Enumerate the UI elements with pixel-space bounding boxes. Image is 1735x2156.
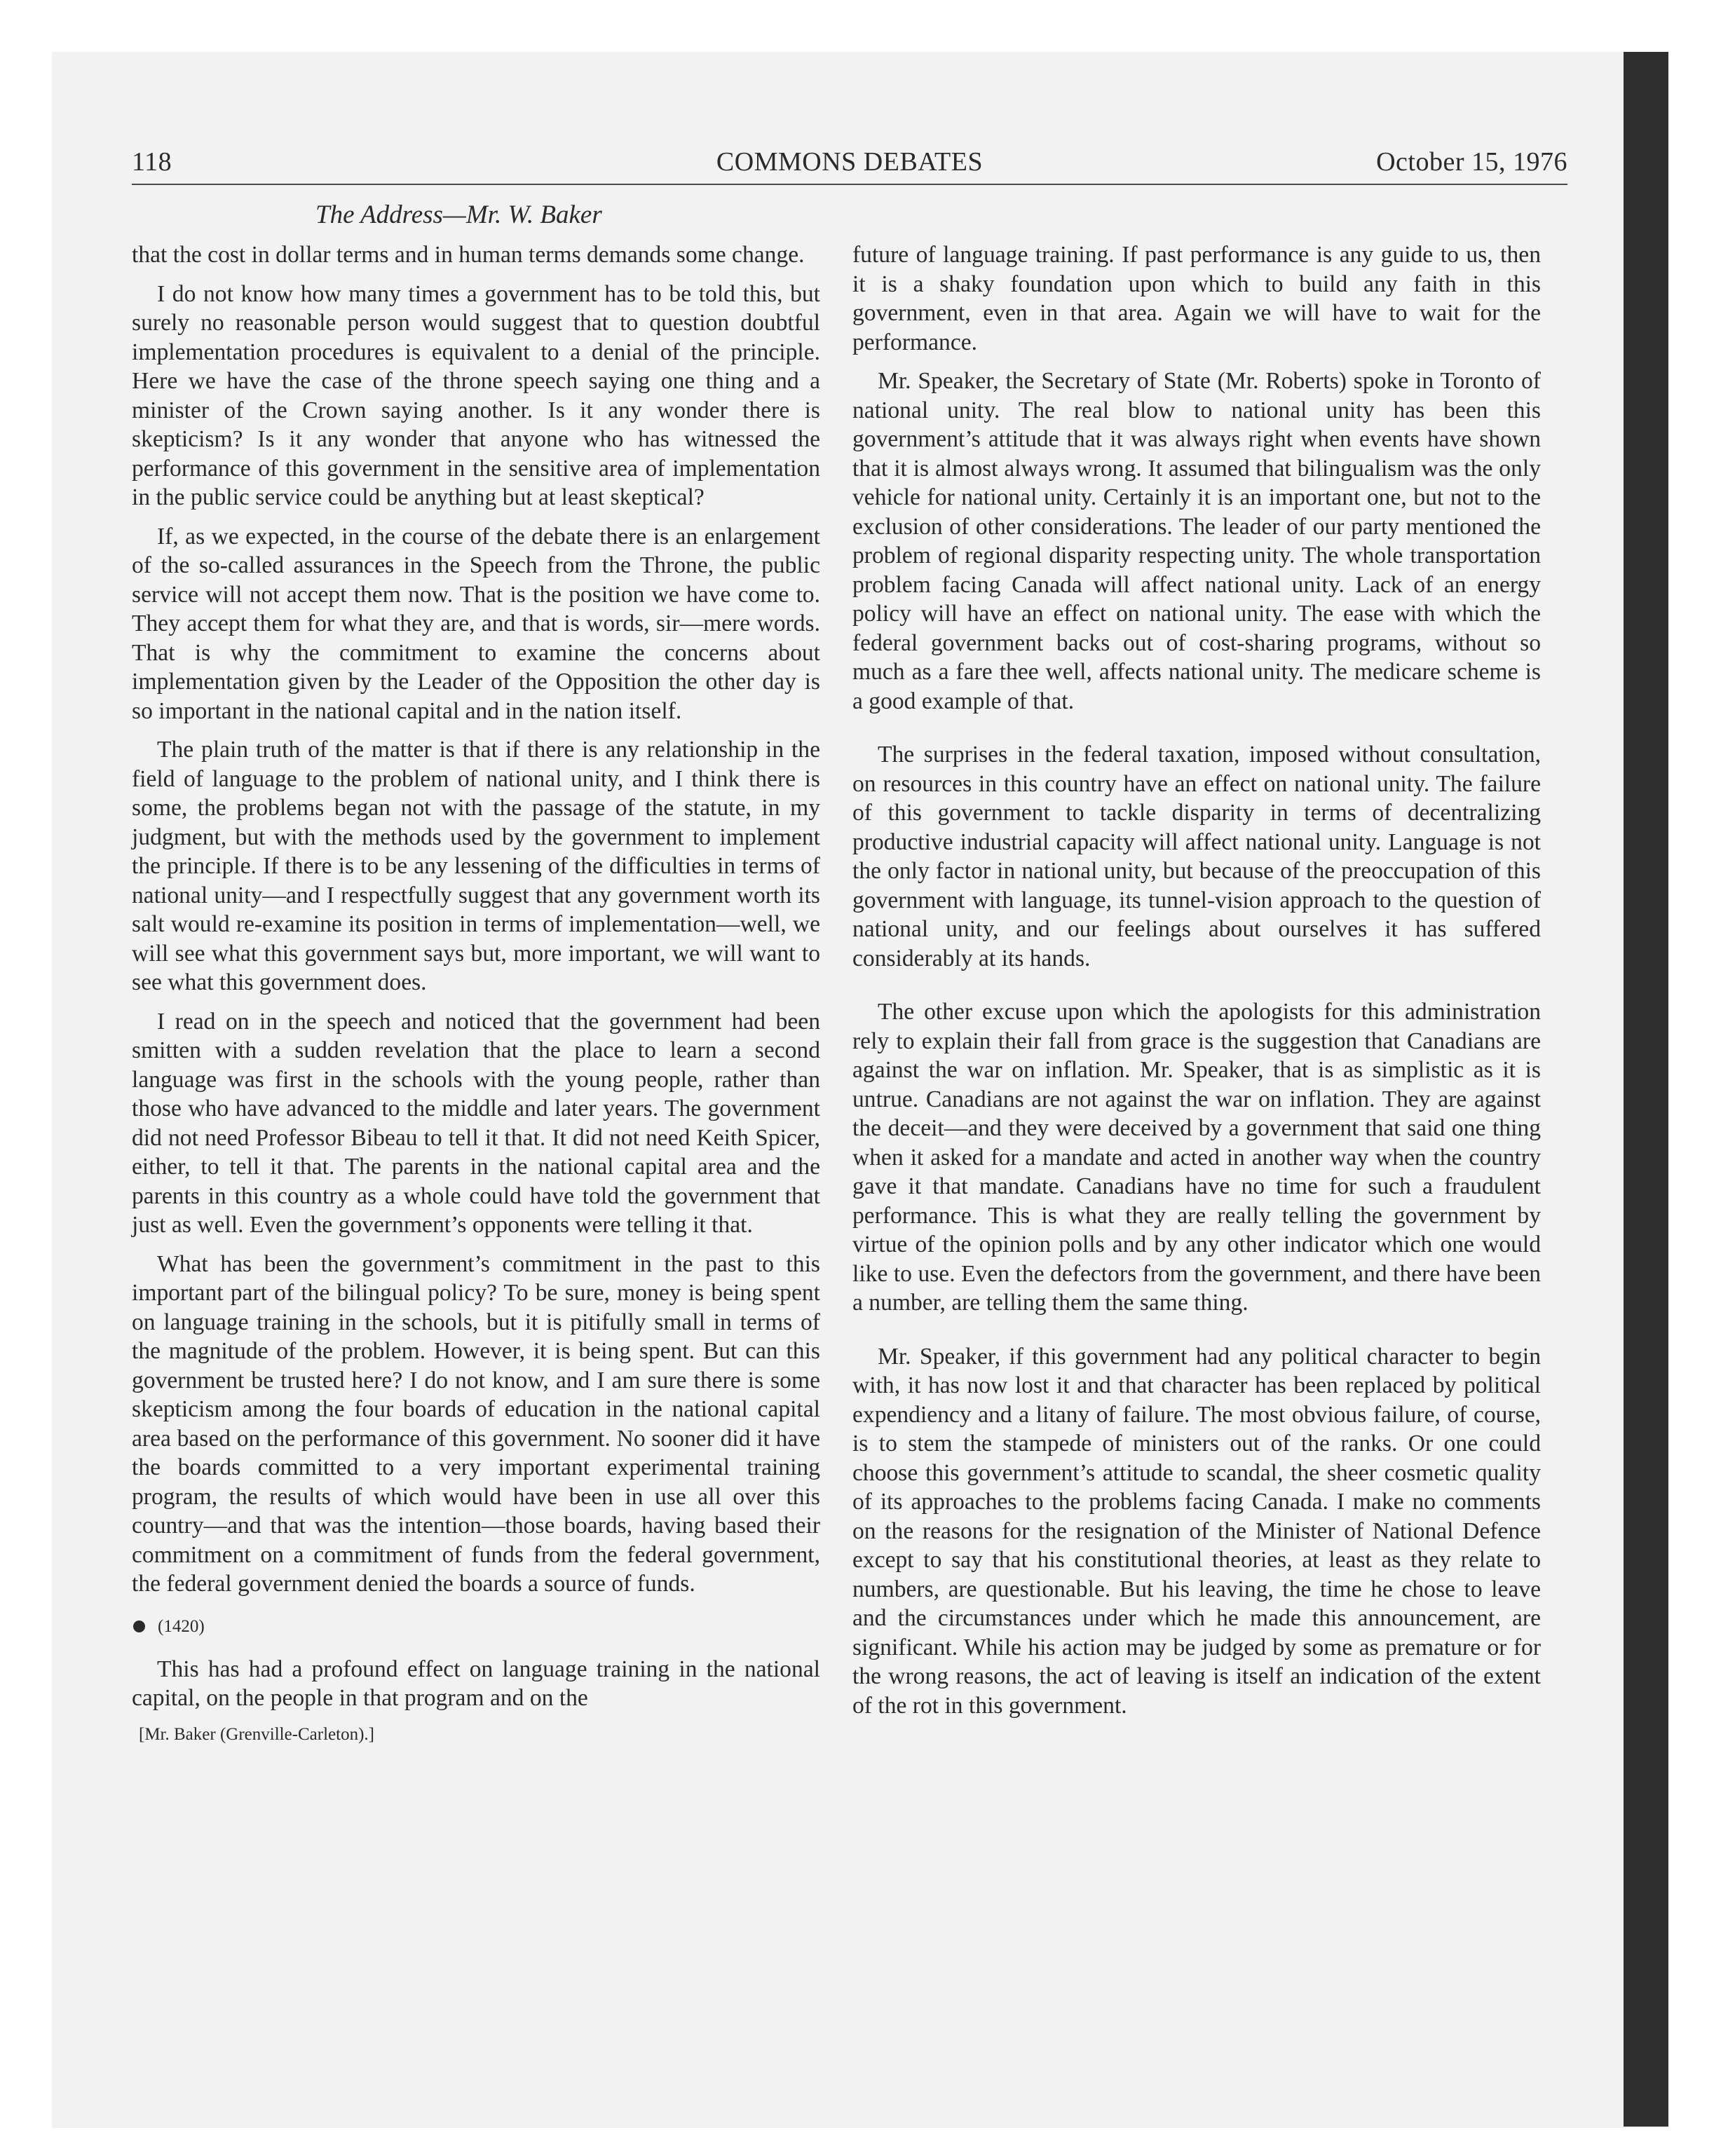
time-marker bbox=[132, 1614, 820, 1639]
paragraph: future of language training. If past performance is any guide to us, then it is a shaky foundation upon which to build any faith in this government, even in that area. Again we will have to wait for the performance. bbox=[852, 242, 1541, 355]
paragraph: Mr. Speaker, if this government had any political character to begin with, it has now lost it and that character has been replaced by political expendiency and a litany of failure. The most obvious failure, of course, is to stem the stampede of ministers out of the ranks. Or one could choose this government’s attitude to scandal, the sheer cosmetic quality of its approaches to the problems facing Canada. I make no comments on the reasons for the resignation of the Minister of National Defence except to say that his constitutional theories, at least as they relate to numbers, are questionable. But his leaving, the time he chose to leave and the circumstances under which he made this announcement, are significant. While his action may be judged by some as premature or for the wrong reasons, the act of leaving is itself an indication of the extent of the rot in this government. bbox=[852, 1343, 1541, 1719]
publication-date: October 15, 1976 bbox=[1376, 147, 1567, 177]
paragraph: The other excuse upon which the apologists for this administration rely to explain their fall from grace is the suggestion that Canadians are against the war on inflation. Mr. Speaker, that is as simplistic as it is untrue. Canadians are not against the war on inflation. They are against the deceit—and they were deceived by a government that said one thing when it asked for a mandate and acted in another way when the country gave it that mandate. Canadians have no time for such a fraudulent performance. This is what they are really telling the government by virtue of the opinion polls and by any other indicator which one would like to use. Even the defectors from the government, and there have been a number, are telling them the same thing. bbox=[852, 999, 1541, 1316]
paragraph: I read on in the speech and noticed that the government had been smitten with a sudden revelation that the place to learn a second language was first in the schools with the young people, rather than those who have advanced to the middle and later years. The government did not need Professor Bibeau to tell it that. It did not need Keith Spicer, either, to tell it that. The parents in the national capital area and the parents in this country as a whole could have told the government that just as well. Even the government’s opponents were telling it that. bbox=[132, 1008, 820, 1238]
right-column bbox=[852, 240, 1541, 1730]
paragraph: The plain truth of the matter is that if there is any relationship in the field of language to the problem of national unity, and I think there is some, the problems began not with the passage of the statute, in my judgment, but with the methods used by the government to implement the principle. If there is to be any lessening of the difficulties in terms of national unity—and I respectfully suggest that any government worth its salt would re-examine its position in terms of implementation—well, we will see what this government says but, more important, we will want to see what this government does. bbox=[132, 737, 820, 995]
paragraph: If, as we expected, in the course of the debate there is an enlargement of the so-called assurances in the Speech from the Throne, the public service will not accept them now. That is the position we have come to. They accept them for what they are, and that is words, sir—mere words. That is why the commitment to examine the concerns about implementation given by the Leader of the Opposition the other day is so important in the national capital and in the nation itself. bbox=[132, 523, 820, 724]
publication-title: COMMONS DEBATES bbox=[716, 147, 984, 177]
left-column bbox=[132, 240, 820, 1747]
page-header bbox=[132, 144, 1567, 185]
scan-edge-shadow bbox=[1624, 52, 1668, 2127]
speaker-attribution: [Mr. Baker (Grenville-Carleton).] bbox=[139, 1724, 374, 1744]
paragraph: The surprises in the federal taxation, imposed without consultation, on resources in this country have an effect on national unity. The failure of this government to tackle disparity in terms of decentralizing productive industrial capacity will affect national unity. Language is not the only factor in national unity, but because of the preoccupation of this government with language, its tunnel-vision approach to the question of national unity, and our feelings about ourselves it has suffered considerably at its hands. bbox=[852, 742, 1541, 971]
paragraph: I do not know how many times a government has to be told this, but surely no reasonable person would suggest that to question doubtful implementation procedures is equivalent to a denial of the principle. Here we have the case of the throne speech saying one thing and a minister of the Crown saying another. Is it any wonder there is skepticism? Is it any wonder that anyone who has witnessed the performance of this government in the sensitive area of implementation in the public service could be anything but at least skeptical? bbox=[132, 280, 820, 510]
paragraph: Mr. Speaker, the Secretary of State (Mr. Roberts) spoke in Toronto of national unity. The real blow to national unity has been this government’s attitude that it was always right when events have shown that it is almost always wrong. It assumed that bilingualism was the only vehicle for national unity. Certainly it is an important one, but not to the exclusion of other considerations. The leader of our party mentioned the problem of regional disparity respecting unity. The whole transportation problem facing Canada will affect national unity. Lack of an energy policy will have an effect on national unity. The ease with which the federal government backs out of cost-sharing programs, without so much as a fare thee well, affects national unity. The medicare scheme is a good example of that. bbox=[852, 368, 1541, 714]
paragraph: This has had a profound effect on language training in the national capital, on the people in that program and on the bbox=[132, 1656, 820, 1711]
bullet-icon bbox=[133, 1621, 145, 1632]
paragraph: What has been the government’s commitment in the past to this important part of the bilingual policy? To be sure, money is being spent on language training in the schools, but it is pitifully small in terms of the magnitude of the problem. However, it is being spent. But can this government be trusted here? I do not know, and I am sure there is some skepticism among the four boards of education in the national capital area based on the performance of this government. No sooner did it have the boards committed to a very important experimental training program, the results of which would have been in use all over this country—and that was the intention—those boards, having based their commitment on a commitment of funds from the federal government, the federal government denied the boards a source of funds. bbox=[132, 1250, 820, 1597]
paragraph: that the cost in dollar terms and in human terms demands some change. bbox=[132, 242, 805, 268]
page-number: 118 bbox=[132, 147, 172, 177]
time-marker-label: (1420) bbox=[158, 1616, 205, 1636]
section-title: The Address—Mr. W. Baker bbox=[315, 200, 602, 229]
